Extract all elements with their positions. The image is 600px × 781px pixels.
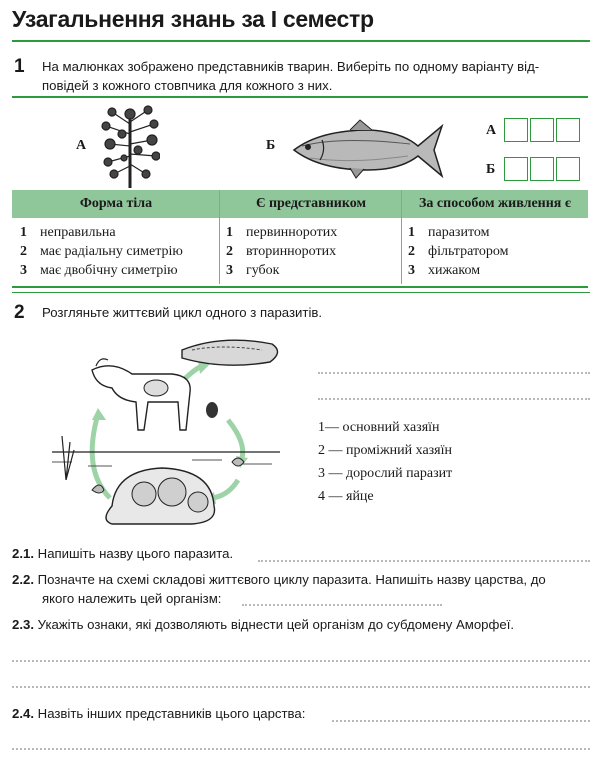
column-header-body-shape: Форма тіла — [79, 196, 153, 211]
legend-item-3: 3 — дорослий паразит — [318, 466, 453, 481]
subquestion-2-1 — [12, 544, 233, 563]
answer-a-box-1[interactable] — [504, 118, 528, 142]
answer-line[interactable] — [12, 660, 590, 662]
option-text: фільтратором — [428, 244, 509, 259]
sponge-illustration — [100, 104, 160, 190]
answer-label-a: А — [486, 123, 497, 138]
option-body-shape-3 — [20, 261, 178, 280]
answer-line — [318, 372, 590, 374]
option-num: 2 — [408, 244, 415, 259]
question-2-number: 2 — [14, 302, 25, 323]
question-divider — [12, 292, 590, 293]
option-body-shape-2 — [20, 242, 183, 261]
option-representative-2 — [226, 242, 336, 261]
subquestion-number: 2.1. — [12, 546, 34, 561]
subquestion-text: Напишіть назву цього паразита. — [37, 546, 234, 561]
option-text: губок — [246, 263, 280, 278]
option-num: 2 — [20, 244, 27, 259]
question-1-text-line-2: повідей з кожного стовпчика для кожного з них. — [42, 78, 333, 93]
option-text: має радіальну симетрію — [40, 244, 183, 259]
option-num: 1 — [20, 225, 27, 240]
option-feeding-1 — [408, 223, 489, 242]
subquestion-2-2-continued: якого належить цей організм: — [42, 591, 222, 606]
subquestion-2-2 — [12, 570, 546, 589]
answer-b-box-1[interactable] — [504, 157, 528, 181]
legend-item-1: 1— основний хазяїн — [318, 420, 440, 435]
subquestion-text: Назвіть інших представників цього царства: — [37, 706, 306, 721]
option-text: хижаком — [428, 263, 481, 278]
page-title: Узагальнення знань за І семестр — [12, 6, 374, 32]
image-label-a: А — [76, 138, 87, 153]
image-label-b: Б — [266, 138, 276, 153]
option-num: 2 — [226, 244, 233, 259]
option-num: 1 — [226, 225, 233, 240]
question-1-number: 1 — [14, 56, 25, 77]
option-text: паразитом — [428, 225, 490, 240]
option-text: первинноротих — [246, 225, 338, 240]
answer-line[interactable] — [242, 604, 442, 606]
answer-line[interactable] — [332, 720, 590, 722]
answer-label-b: Б — [486, 162, 496, 177]
answer-line[interactable] — [12, 748, 590, 750]
answer-line[interactable] — [12, 686, 590, 688]
column-header-feeding: За способом живлення є — [419, 196, 571, 211]
title-divider — [12, 40, 590, 42]
legend-item-2: 2 — проміжний хазяїн — [318, 443, 453, 458]
option-text: має двобічну симетрію — [40, 263, 178, 278]
option-body-shape-1 — [20, 223, 116, 242]
subquestion-number: 2.2. — [12, 572, 34, 587]
option-num: 3 — [20, 263, 27, 278]
answer-a-box-3[interactable] — [556, 118, 580, 142]
answer-b-box-3[interactable] — [556, 157, 580, 181]
option-num: 1 — [408, 225, 415, 240]
answer-b-box-2[interactable] — [530, 157, 554, 181]
option-feeding-3 — [408, 261, 480, 280]
life-cycle-diagram — [52, 330, 292, 538]
answer-line[interactable] — [258, 560, 590, 562]
fish-illustration — [290, 118, 446, 182]
column-divider — [219, 190, 220, 284]
answer-a-box-2[interactable] — [530, 118, 554, 142]
option-representative-1 — [226, 223, 337, 242]
subquestion-2-4 — [12, 704, 305, 723]
question-2-text: Розгляньте життєвий цикл одного з паразитів. — [42, 305, 323, 320]
subquestion-number: 2.4. — [12, 706, 34, 721]
column-divider — [401, 190, 402, 284]
question-1-text-line-1: На малюнках зображено представників тварин. Виберіть по одному варіанту від- — [42, 59, 540, 74]
option-num: 3 — [226, 263, 233, 278]
subquestion-text: Позначте на схемі складові життєвого циклу паразита. Напишіть назву царства, до — [37, 572, 546, 587]
option-text: неправильна — [40, 225, 116, 240]
column-header-representative: Є представником — [255, 196, 367, 211]
option-num: 3 — [408, 263, 415, 278]
legend-item-4: 4 — яйце — [318, 489, 374, 504]
option-text: вторинноротих — [246, 244, 337, 259]
subquestion-number: 2.3. — [12, 617, 34, 632]
option-feeding-2 — [408, 242, 508, 261]
subquestion-2-3 — [12, 615, 514, 634]
subquestion-text: Укажіть ознаки, які дозволяють віднести цей організм до субдомену Аморфеї. — [37, 617, 515, 632]
option-representative-3 — [226, 261, 279, 280]
answer-line — [318, 398, 590, 400]
